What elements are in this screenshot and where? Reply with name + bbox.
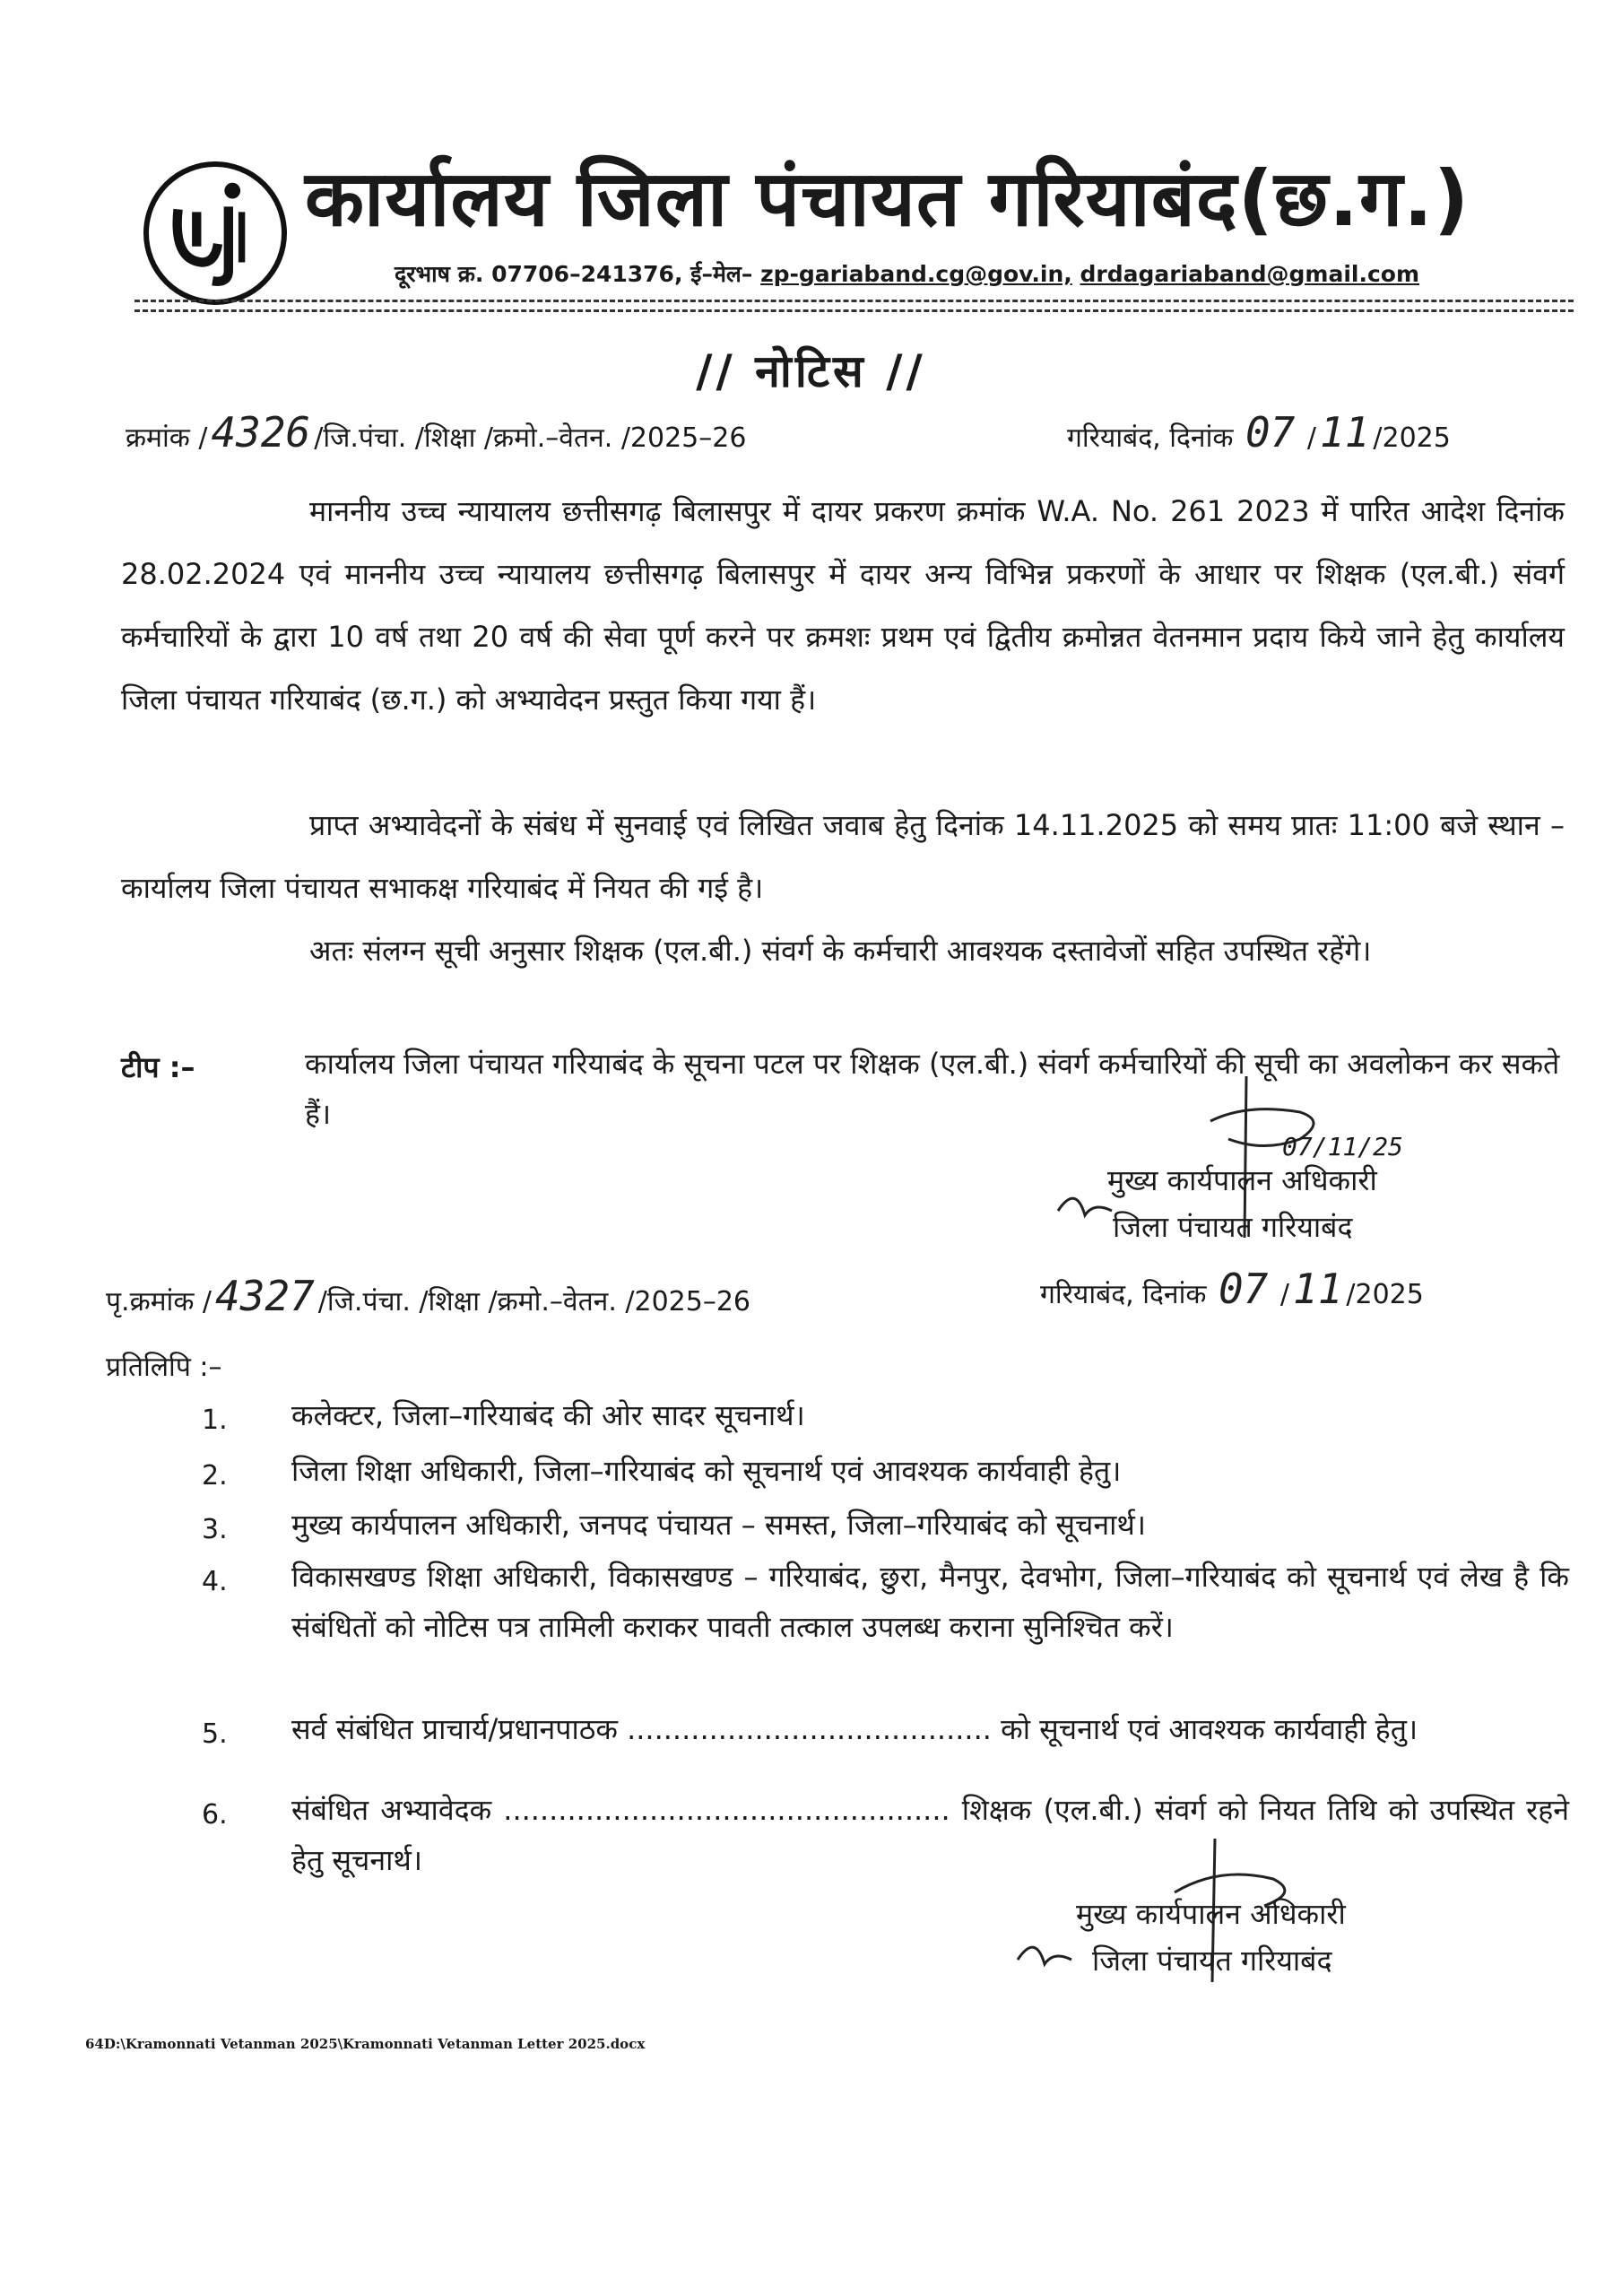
copy-item-number: 5. [202, 1718, 228, 1750]
reference-suffix: /जि.पंचा. /शिक्षा /क्रमो.–वेतन. /2025–26 [314, 422, 747, 454]
copy-item-text: मुख्य कार्यपालन अधिकारी, जनपद पंचायत – समस्त, जिला–गरियाबंद को सूचनार्थ। [291, 1508, 1146, 1542]
copy-item-number: 6. [202, 1799, 228, 1831]
email-label: ई–मेल– [690, 261, 753, 287]
endorsement-day: 07 [1218, 1265, 1269, 1313]
reference-number-row [126, 408, 746, 457]
reference-year: /2025 [1373, 422, 1451, 454]
copy-item-number: 4. [202, 1566, 228, 1597]
copy-item-number: 2. [202, 1460, 228, 1492]
reference-day: 07 [1245, 408, 1296, 457]
endorsement-suffix: /जि.पंचा. /शिक्षा /क्रमो.–वेतन. /2025–26 [317, 1286, 751, 1318]
signature-1-block [1107, 1157, 1377, 1250]
tip-label: टीप :– [121, 1050, 195, 1084]
copies-label: प्रतिलिपि :– [106, 1352, 222, 1383]
document-file-path: 64D:\Kramonnati Vetanman 2025\Kramonnati Vetanman Letter 2025.docx [85, 2036, 646, 2052]
email-link-2[interactable]: drdagariaband@gmail.com [1080, 261, 1419, 287]
reference-number: 4326 [211, 408, 311, 457]
email-link-1[interactable]: zp-gariaband.cg@gov.in, [760, 261, 1072, 287]
office-title: कार्यालय जिला पंचायत गरियाबंद(छ.ग.) [305, 154, 1470, 244]
endorsement-number: 4327 [215, 1272, 315, 1320]
endorsement-date-row: गरियाबंद, दिनांक 07 /11 /2025 [1040, 1265, 1424, 1313]
tip-text: कार्यालय जिला पंचायत गरियाबंद के सूचना पटल पर शिक्षक (एल.बी.) संवर्ग कर्मचारियों की सूची का अवलोकन कर सकते हैं। [305, 1047, 1560, 1131]
contact-line [395, 258, 1560, 289]
endorsement-year: /2025 [1346, 1279, 1424, 1310]
header-divider [134, 300, 1574, 312]
body-paragraph-2: प्राप्त अभ्यावेदनों के संबंध में सुनवाई एवं लिखित जवाब हेतु दिनांक 14.11.2025 को समय प्रातः 11:00 बजे स्थान – कार्यालय जिला पंचायत सभाकक्ष गरियाबंद में नियत की गई है। [121, 808, 1565, 905]
body-paragraph-1: माननीय उच्च न्यायालय छत्तीसगढ़ बिलासपुर में दायर प्रकरण क्रमांक W.A. No. 261 2023 में पारित आदेश दिनांक 28.02.2024 एवं माननीय उच्च न्यायालय छत्तीसगढ़ बिलासपुर में दायर अन्य विभिन्न प्रकरणों के आधार पर शिक्षक (एल.बी.) संवर्ग कर्मचारियों के द्वारा 10 वर्ष तथा 20 वर्ष की सेवा पूर्ण करने पर क्रमशः प्रथम एवं द्वितीय क्रमोन्नत वेतनमान प्रदाय किये जाने हेतु कार्यालय जिला पंचायत गरियाबंद (छ.ग.) को अभ्यावेदन प्रस्तुत किया गया हैं। [121, 494, 1565, 717]
signature-2-office: जिला पंचायत गरियाबंद [1092, 1944, 1332, 1978]
reference-date-row: गरियाबंद, दिनांक 07 /11 /2025 [1067, 408, 1451, 457]
zila-panchayat-logo [143, 161, 287, 305]
signature-1-office: जिला पंचायत गरियाबंद [1113, 1210, 1353, 1244]
body-paragraph-3: अतः संलग्न सूची अनुसार शिक्षक (एल.बी.) संवर्ग के कर्मचारी आवश्यक दस्तावेजों सहित उपस्थित रहेंगे। [309, 934, 1372, 968]
copy-item-text: कलेक्टर, जिला–गरियाबंद की ओर सादर सूचनार्थ। [291, 1398, 805, 1432]
copy-item-text: विकासखण्ड शिक्षा अधिकारी, विकासखण्ड – गरियाबंद, छुरा, मैनपुर, देवभोग, जिला–गरियाबंद को सूचनार्थ एवं लेख है कि संबंधितों को नोटिस पत्र तामिली कराकर पावती तत्काल उपलब्ध कराना सुनिश्चित करें। [291, 1560, 1569, 1644]
reference-date-label: गरियाबंद, दिनांक [1067, 422, 1234, 454]
signature-2-block [1076, 1891, 1346, 1984]
notice-heading: // नोटिस // [696, 345, 926, 397]
reference-prefix: क्रमांक / [126, 422, 208, 454]
signature-1-designation: मुख्य कार्यपालन अधिकारी [1107, 1163, 1377, 1197]
endorsement-prefix: पृ.क्रमांक / [106, 1286, 213, 1318]
copy-item-text: जिला शिक्षा अधिकारी, जिला–गरियाबंद को सूचनार्थ एवं आवश्यक कार्यवाही हेतु। [291, 1454, 1122, 1488]
copy-item-number: 1. [202, 1405, 228, 1436]
copy-item-text: सर्व संबंधित प्राचार्य/प्रधानपाठक ........................................ को सूचनार्थ एवं आवश्यक कार्यवाही हेतु। [291, 1712, 1418, 1746]
endorsement-month: 11 [1293, 1265, 1343, 1313]
signature-1-date: 07/11/25 [1282, 1132, 1403, 1161]
phone-text: दूरभाष क्र. 07706–241376, [395, 261, 683, 287]
copy-item-text: संबंधित अभ्यावेदक ................................................. शिक्षक (एल.बी.) संवर्ग को नियत तिथि को उपस्थित रहने हेतु सूचनार्थ। [291, 1793, 1569, 1877]
copy-item-number: 3. [202, 1514, 228, 1545]
endorsement-date-label: गरियाबंद, दिनांक [1040, 1279, 1207, 1310]
endorsement-number-row [106, 1272, 750, 1320]
signature-2-designation: मुख्य कार्यपालन अधिकारी [1076, 1897, 1346, 1931]
reference-month: 11 [1320, 408, 1370, 457]
